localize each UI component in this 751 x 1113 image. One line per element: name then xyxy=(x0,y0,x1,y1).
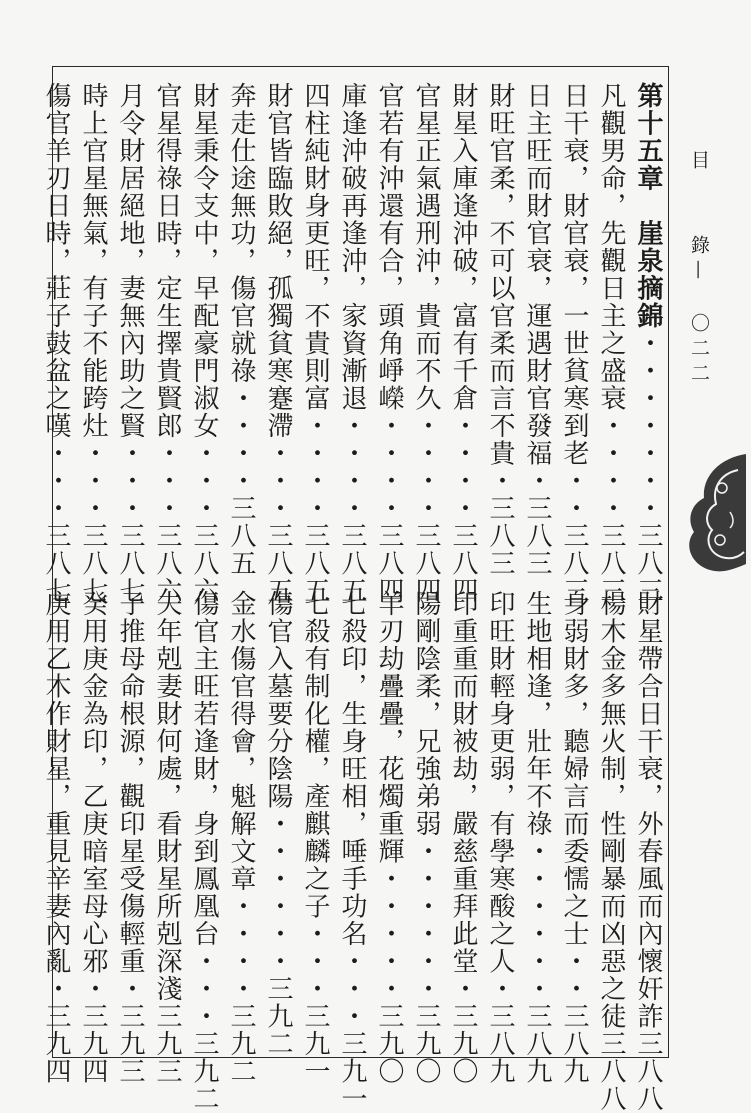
running-head-section: 目 xyxy=(688,150,710,175)
dot-leader: ・・・ xyxy=(78,439,108,522)
entry-page-number: 三八八 xyxy=(596,1030,626,1113)
dot-leader: ・・・・ xyxy=(596,412,626,522)
chapter-title: 第十五章 崖泉摘錦 xyxy=(633,82,663,330)
dot-leader: ・・ xyxy=(559,947,589,1003)
toc-entry xyxy=(369,82,409,605)
entry-text: 四柱純財身更旺，不貴則富 xyxy=(300,82,330,412)
entry-page-number: 三八四 xyxy=(448,522,478,605)
dot-leader: ・・・・ xyxy=(448,412,478,522)
entry-text: 金水傷官得會，魁解文章 xyxy=(226,590,256,893)
entry-text: 印旺財輕身更弱，有學寒酸之人 xyxy=(485,590,515,975)
running-head-section2: 錄 xyxy=(688,235,710,261)
dot-leader: ・ xyxy=(448,975,478,1003)
toc-entry xyxy=(221,590,261,1085)
entry-page-number: 三九二 xyxy=(189,1030,219,1113)
entry-text: 日干衰，財官衰，一世貧寒到老 xyxy=(559,82,589,467)
dot-leader: ・・・・ xyxy=(226,384,256,495)
entry-text: 傷官羊刃日時，莊子鼓盆之嘆 xyxy=(41,82,71,440)
entry-page-number: 三九四 xyxy=(41,1002,71,1085)
dot-leader: ・・・ xyxy=(263,439,293,522)
entry-page-number: 三八七 xyxy=(78,522,108,605)
entry-page-number: 三九〇 xyxy=(411,1002,441,1085)
dot-leader: ・・・・ xyxy=(226,892,256,1003)
entry-page-number: 三八三 xyxy=(633,522,663,605)
toc-entry xyxy=(258,590,298,1058)
dot-leader: ・・・・ xyxy=(300,412,330,522)
dot-leader: ・・ xyxy=(559,467,589,522)
entry-page-number: 三九三 xyxy=(152,1002,182,1085)
entry-text: 生地相逢，壯年不祿 xyxy=(522,590,552,838)
toc-entry xyxy=(110,590,150,1085)
entry-text: 羊刃劫疊疊，花燭重輝 xyxy=(374,590,404,865)
entry-text: 月令財居絕地，妻無內助之賢 xyxy=(115,82,145,440)
entry-text: 財官皆臨敗絕，孤獨貧寒蹇滯 xyxy=(263,82,293,440)
running-head xyxy=(688,150,710,388)
toc-entry xyxy=(406,82,446,605)
entry-page-number: 三八四 xyxy=(374,522,404,605)
dot-leader: ・ xyxy=(522,467,552,495)
entry-page-number: 三八六 xyxy=(189,522,219,605)
toc-entry xyxy=(295,82,335,605)
toc-entry xyxy=(332,590,372,1113)
entry-page-number: 三八五 xyxy=(263,522,293,605)
toc-entry xyxy=(591,82,631,605)
entry-page-number: 三八三 xyxy=(596,522,626,605)
dot-leader: ・・・・・・・ xyxy=(633,329,663,522)
entry-text: 楊木金多無火制，性剛暴而凶惡之徒 xyxy=(596,590,626,1030)
toc-entry xyxy=(221,82,261,577)
entry-page-number: 三八九 xyxy=(485,1002,515,1085)
entry-page-number: 三九〇 xyxy=(448,1002,478,1085)
entry-text: 庫逢沖破再逢沖，家資漸退 xyxy=(337,82,367,412)
entry-page-number: 三九二 xyxy=(263,975,293,1058)
dot-leader: ・・・ xyxy=(300,920,330,1003)
toc-entry xyxy=(73,82,113,605)
entry-text: 官星得祿日時，定生擇貴賢郎 xyxy=(152,82,182,440)
dot-leader: ・・・・・・ xyxy=(411,837,441,1003)
toc-entry xyxy=(147,590,187,1085)
toc-entry xyxy=(554,590,594,1085)
toc-entry xyxy=(295,590,335,1085)
entry-text: 印重重而財被劫，嚴慈重拜此堂 xyxy=(448,590,478,975)
entry-text: 子推母命根源，觀印星受傷輕重 xyxy=(115,590,145,975)
entry-page-number: 三八九 xyxy=(522,1002,552,1085)
toc-entry xyxy=(480,82,520,577)
dot-leader: ・・・・・・ xyxy=(263,810,293,975)
entry-page-number: 三八七 xyxy=(41,522,71,605)
entry-text: 癸用庚金為印，乙庚暗室母心邪 xyxy=(78,590,108,975)
toc-entry xyxy=(36,590,76,1085)
dot-leader: ・・・ xyxy=(152,439,182,522)
chapter-heading-entry xyxy=(628,82,668,605)
entry-page-number: 三九三 xyxy=(115,1002,145,1085)
entry-page-number: 三八五 xyxy=(300,522,330,605)
dot-leader: ・・・ xyxy=(115,439,145,522)
toc-entry xyxy=(184,590,224,1113)
entry-page-number: 三九〇 xyxy=(374,1002,404,1085)
entry-page-number: 三八五 xyxy=(226,494,256,577)
toc-entry xyxy=(591,590,631,1113)
entry-text: 七殺印，生身旺相，唾手功名 xyxy=(337,590,367,948)
entry-text: 官若有沖還有合，頭角崢嶸 xyxy=(374,82,404,412)
dot-leader: ・・・ xyxy=(189,947,219,1030)
entry-text: 官星正氣遇刑沖，貴而不久 xyxy=(411,82,441,412)
entry-page-number: 三八三 xyxy=(485,494,515,577)
entry-page-number: 三八三 xyxy=(559,522,589,605)
dot-leader: ・・・・ xyxy=(374,412,404,522)
toc-entry xyxy=(406,590,446,1085)
toc-entry xyxy=(332,82,372,605)
page-number: 〇二二 xyxy=(688,313,710,389)
toc-entry xyxy=(628,590,668,1113)
toc-entry xyxy=(369,590,409,1085)
entry-text: 財旺官柔，不可以官柔而言不貴 xyxy=(485,82,515,467)
dot-leader: ・・・ xyxy=(337,947,367,1030)
dot-leader: ・・・・・ xyxy=(374,865,404,1003)
toc-entry xyxy=(73,590,113,1085)
entry-page-number: 三九一 xyxy=(337,1030,367,1113)
entry-text: 日主旺而財官衰，運遇財官發福 xyxy=(522,82,552,467)
dot-leader: ・・・・・・ xyxy=(522,837,552,1003)
entry-text: 庚用乙木作財星，重見辛妻內亂 xyxy=(41,590,71,975)
entry-page-number: 三九一 xyxy=(300,1002,330,1085)
dot-leader: ・ xyxy=(41,975,71,1003)
toc-entry xyxy=(147,82,187,605)
entry-text: 夫年剋妻財何處，看財星所剋深淺 xyxy=(152,590,182,1003)
toc-entry xyxy=(443,590,483,1085)
dot-leader: ・ xyxy=(78,975,108,1003)
entry-text: 時上官星無氣，有子不能跨灶 xyxy=(78,82,108,440)
entry-text: 凡觀男命，先觀日主之盛衰 xyxy=(596,82,626,412)
decorative-ornament xyxy=(676,448,746,578)
toc-entry xyxy=(517,590,557,1085)
entry-page-number: 三九四 xyxy=(78,1002,108,1085)
dot-leader: ・ xyxy=(485,975,515,1003)
entry-text: 傷官入墓要分陰陽 xyxy=(263,590,293,810)
running-head-dash: — xyxy=(688,260,710,286)
entry-text: 身弱財多，聽婦言而委懦之士 xyxy=(559,590,589,948)
toc-entry xyxy=(480,590,520,1085)
toc-entry xyxy=(517,82,557,577)
toc-entry xyxy=(36,82,76,605)
entry-page-number: 三八四 xyxy=(411,522,441,605)
toc-entry xyxy=(110,82,150,605)
entry-page-number: 三八五 xyxy=(337,522,367,605)
toc-entry xyxy=(258,82,298,605)
dot-leader: ・・・・ xyxy=(337,412,367,522)
toc-entry xyxy=(554,82,594,605)
entry-text: 傷官主旺若逢財，身到鳳凰台 xyxy=(189,590,219,948)
entry-text: 陽剛陰柔，兄強弟弱 xyxy=(411,590,441,838)
dot-leader: ・・・・ xyxy=(411,412,441,522)
entry-page-number: 三八七 xyxy=(115,522,145,605)
entry-text: 七殺有制化權，產麒麟之子 xyxy=(300,590,330,920)
entry-text: 財星入庫逢沖破，富有千倉 xyxy=(448,82,478,412)
toc-entry xyxy=(443,82,483,605)
entry-page-number: 三八九 xyxy=(559,1002,589,1085)
entry-text: 奔走仕途無功，傷官就祿 xyxy=(226,82,256,385)
toc-entry xyxy=(184,82,224,605)
entry-page-number: 三八三 xyxy=(522,494,552,577)
entry-page-number: 三九二 xyxy=(226,1002,256,1085)
dot-leader: ・ xyxy=(485,467,515,495)
entry-page-number: 三八八 xyxy=(633,1030,663,1113)
dot-leader: ・ xyxy=(115,975,145,1003)
entry-page-number: 三八六 xyxy=(152,522,182,605)
entry-text: 財星秉令支中，早配豪門淑女 xyxy=(189,82,219,440)
entry-text: 財星帶合日干衰，外春風而內懷奸詐 xyxy=(633,590,663,1030)
dot-leader: ・・・ xyxy=(41,439,71,522)
dot-leader: ・・・ xyxy=(189,439,219,522)
